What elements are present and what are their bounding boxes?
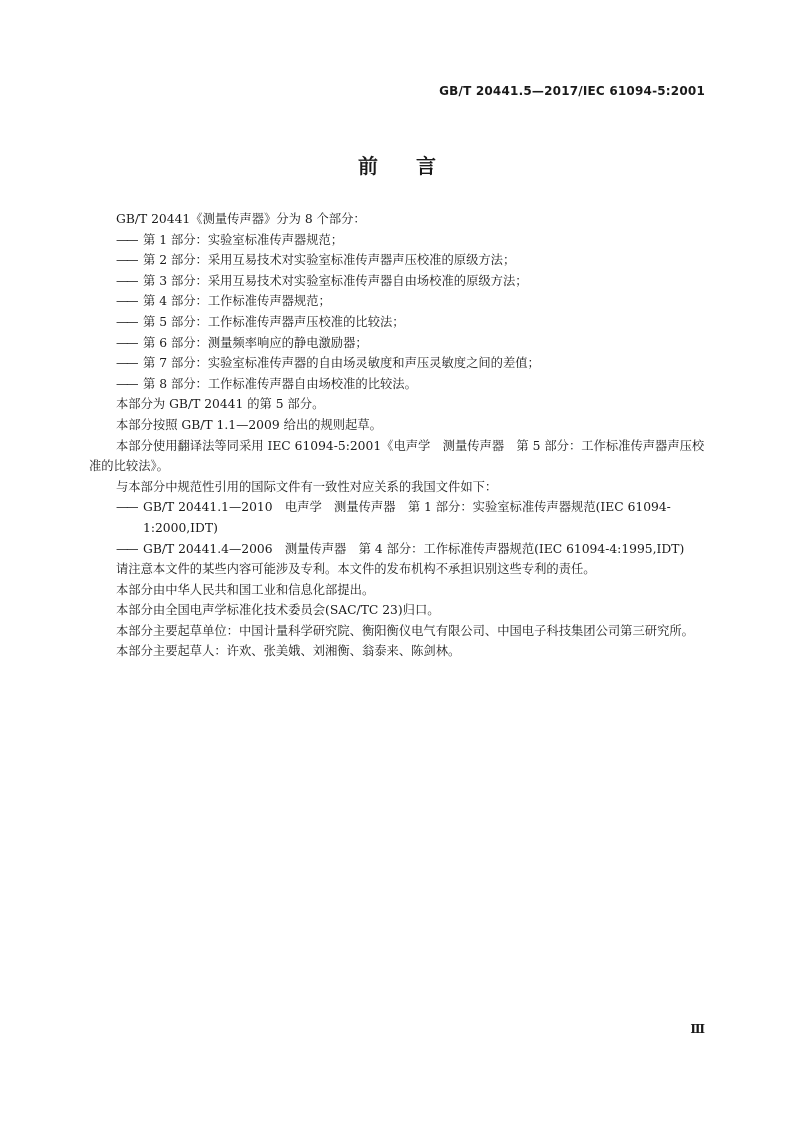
drafting-rules-statement: 本部分按照 GB/T 1.1—2009 给出的规则起草。 <box>116 417 382 432</box>
part-text: 第 3 部分：采用互易技术对实验室标准传声器自由场校准的原级方法； <box>143 273 528 288</box>
reference-text: GB/T 20441.4—2006 测量传声器 第 4 部分：工作标准传声器规范(IEC 61094-4:1995,IDT) <box>143 541 685 556</box>
centralized-by-statement: 本部分由全国电声学标准化技术委员会(SAC/TC 23)归口。 <box>116 603 440 618</box>
part-list-item <box>89 291 705 312</box>
part-text: 第 6 部分：测量频率响应的静电激励器； <box>143 335 368 350</box>
dash-mark: —— <box>116 273 137 288</box>
part-text: 第 2 部分：采用互易技术对实验室标准传声器声压校准的原级方法； <box>143 253 516 268</box>
dash-mark: —— <box>116 253 137 268</box>
part-list-item <box>89 312 705 333</box>
reference-list-item <box>89 539 705 560</box>
page-number: Ⅲ <box>690 1022 705 1036</box>
part-list-item <box>89 230 705 251</box>
drafters-statement: 本部分主要起草人：许欢、张美娥、刘湘衡、翁泰来、陈剑林。 <box>116 644 461 659</box>
correspondence-statement: 与本部分中规范性引用的国际文件有一致性对应关系的我国文件如下： <box>116 479 498 494</box>
proposed-by-statement: 本部分由中华人民共和国工业和信息化部提出。 <box>116 582 375 597</box>
part-text: 第 1 部分：实验室标准传声器规范； <box>143 232 344 247</box>
standard-number-header: GB/T 20441.5—2017/IEC 61094-5:2001 <box>439 84 705 98</box>
reference-text: GB/T 20441.1—2010 电声学 测量传声器 第 1 部分：实验室标准传声器规范(IEC 61094-1:2000,IDT) <box>143 500 671 535</box>
translation-statement: 本部分使用翻译法等同采用 IEC 61094-5:2001《电声学 测量传声器 第 5 部分：工作标准传声器声压校准的比较法》。 <box>89 438 705 474</box>
intro-paragraph: GB/T 20441《测量传声器》分为 8 个部分： <box>116 212 366 226</box>
part-text: 第 7 部分：实验室标准传声器的自由场灵敏度和声压灵敏度之间的差值； <box>143 356 540 371</box>
dash-mark: —— <box>116 314 137 329</box>
dash-mark: —— <box>116 335 137 350</box>
dash-mark: —— <box>116 500 137 515</box>
part-list-item <box>89 271 705 292</box>
dash-mark: —— <box>116 541 137 556</box>
foreword-body <box>89 209 705 662</box>
part-list-item <box>89 374 705 395</box>
drafting-units-statement: 本部分主要起草单位：中国计量科学研究院、衡阳衡仪电气有限公司、中国电子科技集团公司第三研究所。 <box>116 623 694 638</box>
dash-mark: —— <box>116 356 137 371</box>
dash-mark: —— <box>116 294 137 309</box>
reference-list-item <box>89 497 705 538</box>
part-text: 第 4 部分：工作标准传声器规范； <box>143 294 331 309</box>
part-list-item <box>89 250 705 271</box>
part-list-item <box>89 333 705 354</box>
part-list-item <box>89 353 705 374</box>
dash-mark: —— <box>116 376 137 391</box>
patent-notice: 请注意本文件的某些内容可能涉及专利。本文件的发布机构不承担识别这些专利的责任。 <box>116 562 596 577</box>
dash-mark: —— <box>116 232 137 247</box>
part-text: 第 8 部分：工作标准传声器自由场校准的比较法。 <box>143 376 417 391</box>
page-title: 前言 <box>358 154 474 178</box>
part-statement: 本部分为 GB/T 20441 的第 5 部分。 <box>116 397 325 412</box>
part-text: 第 5 部分：工作标准传声器声压校准的比较法； <box>143 314 405 329</box>
